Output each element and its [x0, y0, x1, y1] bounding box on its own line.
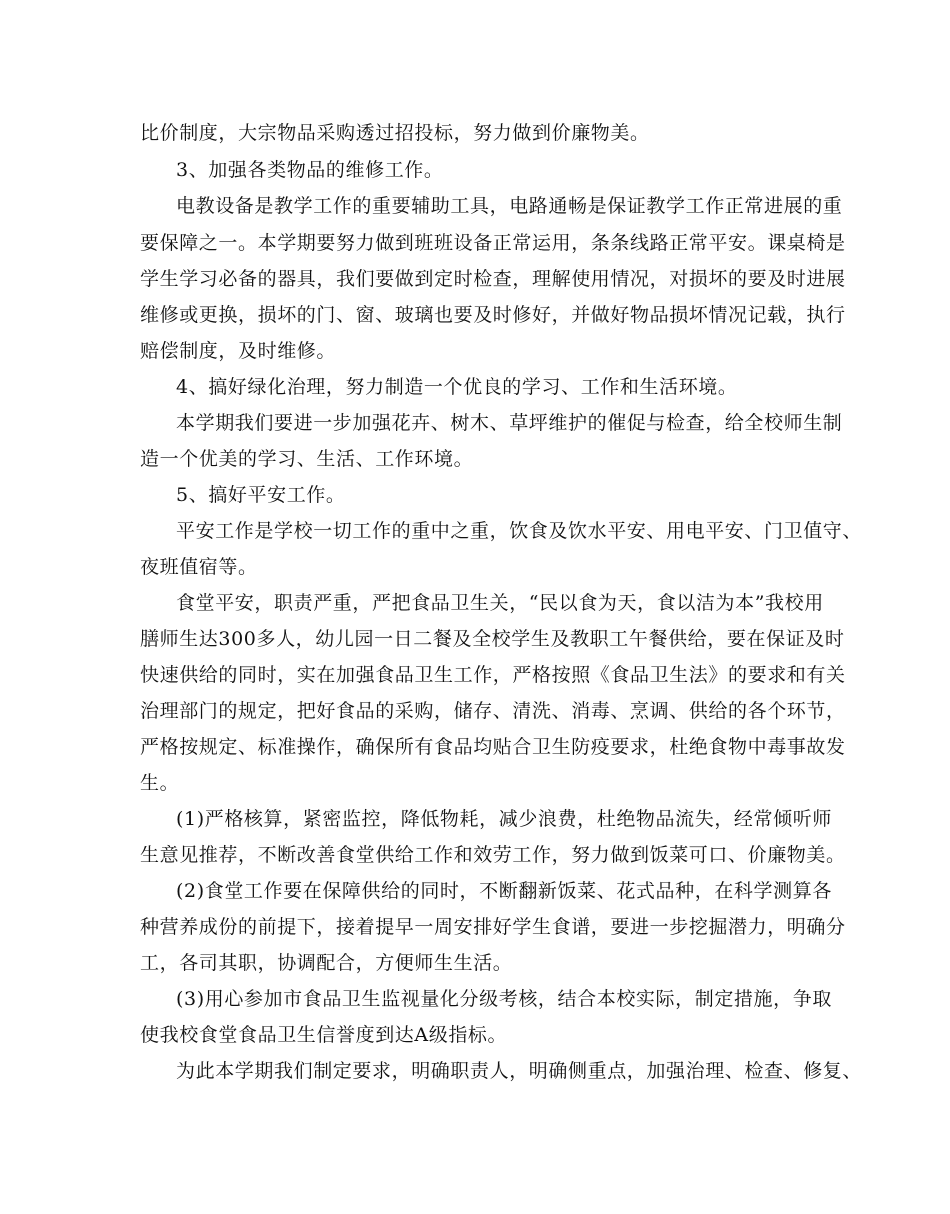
section-heading: 3、加强各类物品的维修工作。 — [176, 159, 444, 181]
list-item: (2)食堂工作要在保障供给的同时，不断翻新饭菜、花式品种，在科学测算各 — [176, 880, 832, 902]
text-line: 电教设备是教学工作的重要辅助工具，电路通畅是保证教学工作正常进展的重 — [176, 195, 843, 217]
text-line: 种营养成份的前提下，接着提早一周安排好学生食谱，要进一步挖掘潜力，明确分 — [140, 916, 846, 938]
text-line: 赔偿制度，及时维修。 — [140, 340, 337, 362]
text-line: 平安工作是学校一切工作的重中之重，饮食及饮水平安、用电平安、门卫值守、 — [176, 520, 863, 542]
text-line: 严格按规定、标准操作，确保所有食品均贴合卫生防疫要求，杜绝食物中毒事故发 — [140, 736, 846, 758]
text-line: 快速供给的同时，实在加强食品卫生工作，严格按照《食品卫生法》的要求和有关 — [140, 664, 846, 686]
text-line: 生。 — [140, 772, 180, 794]
text-line: 要保障之一。本学期要努力做到班班设备正常运用，条条线路正常平安。课桌椅是 — [140, 232, 846, 254]
text-line: 生意见推荐，不断改善食堂供给工作和效劳工作，努力做到饭菜可口、价廉物美。 — [140, 844, 846, 866]
text-line: 治理部门的规定，把好食品的采购，储存、清洗、消毒、烹调、供给的各个环节， — [140, 700, 846, 722]
section-heading: 5、搞好平安工作。 — [176, 484, 346, 506]
text-line: 使我校食堂食品卫生信誉度到达A级指标。 — [140, 1024, 508, 1046]
text-line: 维修或更换，损坏的门、窗、玻璃也要及时修好，并做好物品损坏情况记载，执行 — [140, 304, 846, 326]
text-line: 夜班值宿等。 — [140, 556, 258, 578]
text-line: 膳师生达300多人，幼儿园一日二餐及全校学生及教职工午餐供给，要在保证及时 — [140, 628, 845, 650]
text-line: 为此本学期我们制定要求，明确职责人，明确侧重点，加强治理、检查、修复、 — [176, 1060, 863, 1082]
text-line: 造一个优美的学习、生活、工作环境。 — [140, 448, 474, 470]
list-item: (3)用心参加市食品卫生监视量化分级考核，结合本校实际，制定措施，争取 — [176, 988, 832, 1010]
section-heading: 4、搞好绿化治理，努力制造一个优良的学习、工作和生活环境。 — [176, 376, 738, 398]
text-line: 食堂平安，职责严重，严把食品卫生关，“民以食为天，食以洁为本”我校用 — [176, 592, 824, 614]
text-line: 本学期我们要进一步加强花卉、树木、草坪维护的催促与检查，给全校师生制 — [176, 412, 843, 434]
text-line: 比价制度，大宗物品采购透过招投标，努力做到价廉物美。 — [140, 122, 650, 144]
text-line: 学生学习必备的器具，我们要做到定时检查，理解使用情况，对损坏的要及时进展 — [140, 268, 846, 290]
text-line: 工，各司其职，协调配合，方便师生生活。 — [140, 952, 513, 974]
list-item: (1)严格核算，紧密监控，降低物耗，减少浪费，杜绝物品流失，经常倾听师 — [176, 808, 832, 830]
